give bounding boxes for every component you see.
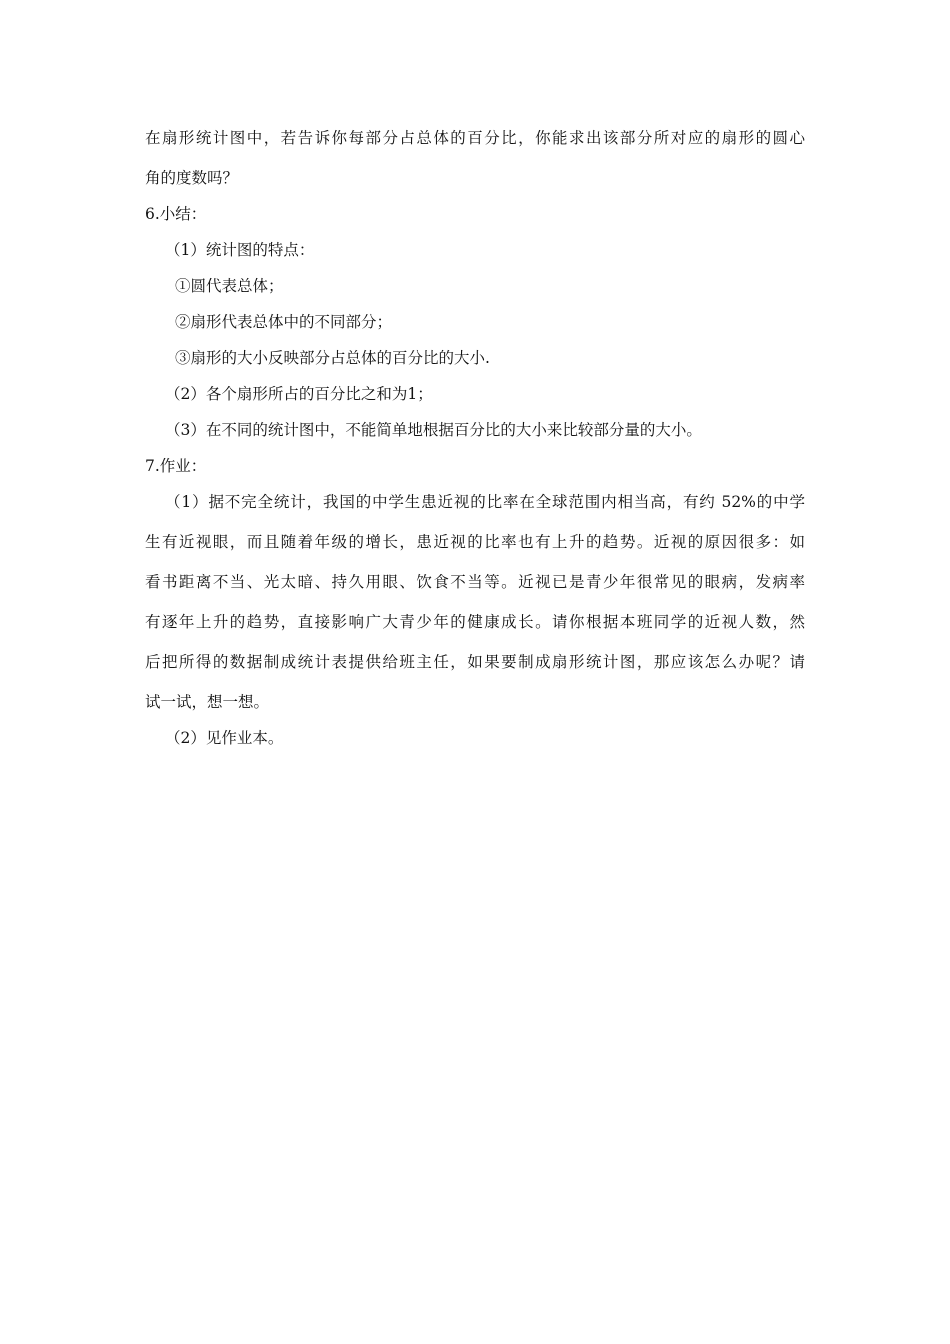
- homework-p1-line-3: 看书距离不当、光太暗、持久用眼、饮食不当等。近视已是青少年很常见的眼病，发病率: [145, 573, 805, 591]
- summary-sub-3: ③扇形的大小反映部分占总体的百分比的大小.: [175, 349, 490, 367]
- homework-p1-line-1: （1）据不完全统计，我国的中学生患近视的比率在全球范围内相当高，有约 52%的中学: [165, 493, 805, 511]
- intro-line-2: 角的度数吗？: [145, 169, 239, 187]
- homework-item-2: （2）见作业本。: [165, 729, 284, 747]
- summary-item-3: （3）在不同的统计图中，不能简单地根据百分比的大小来比较部分量的大小。: [165, 421, 702, 439]
- homework-heading: 7.作业：: [145, 457, 207, 475]
- homework-p1-line-6: 试一试，想一想。: [145, 693, 270, 711]
- homework-p1-line-4: 有逐年上升的趋势，直接影响广大青少年的健康成长。请你根据本班同学的近视人数，然: [145, 613, 805, 631]
- summary-item-1: （1）统计图的特点：: [165, 241, 315, 259]
- intro-line-1: 在扇形统计图中，若告诉你每部分占总体的百分比，你能求出该部分所对应的扇形的圆心: [145, 129, 805, 147]
- homework-p1-line-5: 后把所得的数据制成统计表提供给班主任，如果要制成扇形统计图，那应该怎么办呢？请: [145, 653, 805, 671]
- summary-sub-1: ①圆代表总体；: [175, 277, 284, 295]
- summary-item-2: （2）各个扇形所占的百分比之和为1；: [165, 385, 433, 403]
- summary-sub-2: ②扇形代表总体中的不同部分；: [175, 313, 393, 331]
- homework-p1-line-2: 生有近视眼，而且随着年级的增长，患近视的比率也有上升的趋势。近视的原因很多：如: [145, 533, 805, 551]
- summary-heading: 6.小结：: [145, 205, 207, 223]
